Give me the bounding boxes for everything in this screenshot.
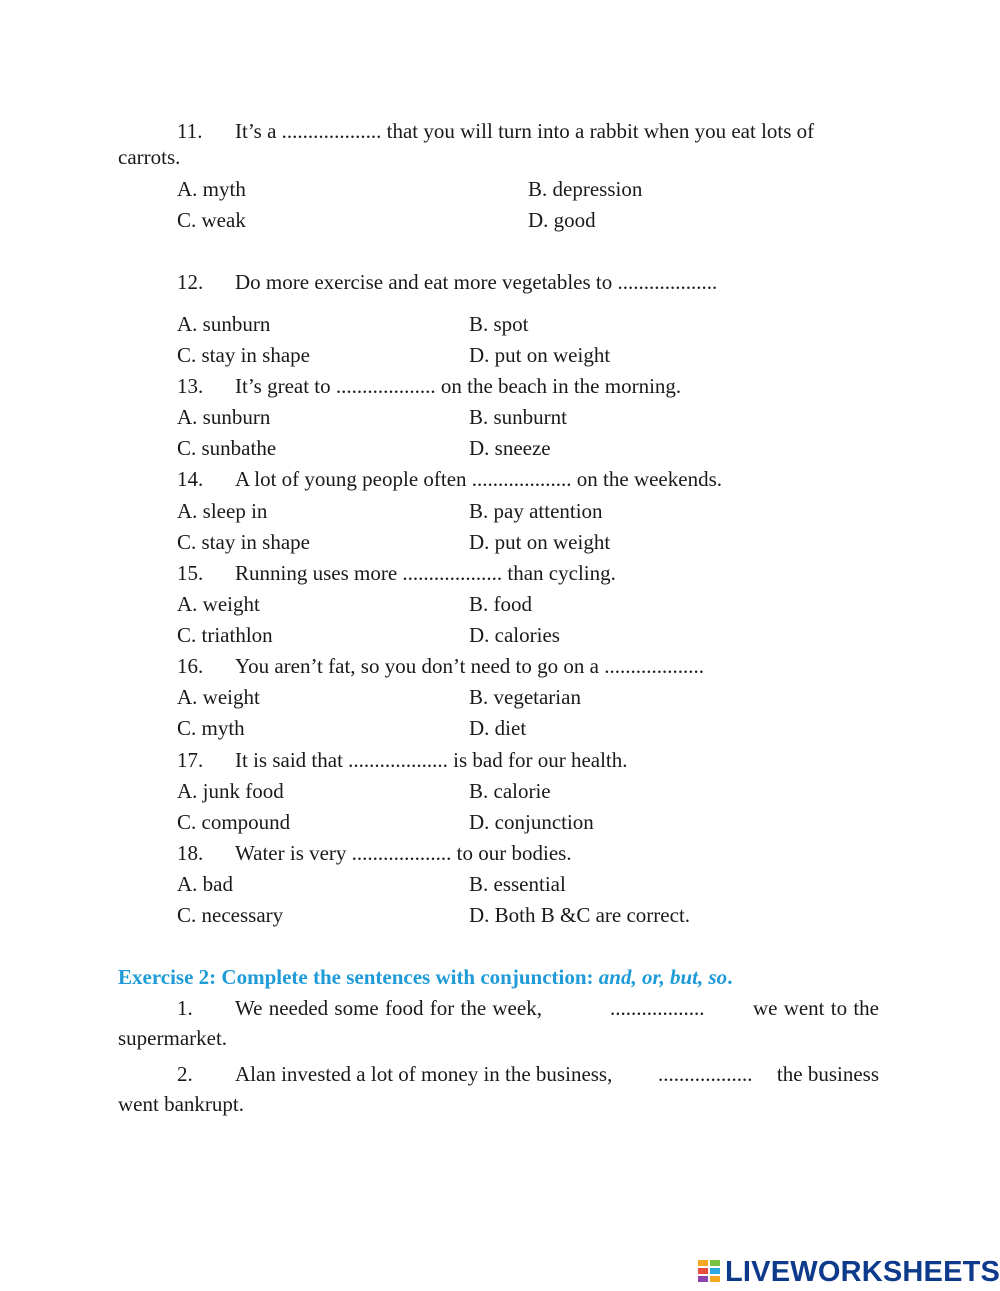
option-b: B. sunburnt: [469, 405, 568, 429]
option-b: B. spot: [469, 312, 529, 336]
option-d: D. Both B &C are correct.: [469, 903, 691, 927]
exercise-2-heading: [118, 967, 732, 988]
answer-blank[interactable]: ..................: [658, 1062, 753, 1086]
option-d: D. good: [528, 208, 596, 232]
liveworksheets-logo: [697, 1256, 1000, 1288]
option-d: D. put on weight: [469, 343, 611, 367]
option-a: A. sleep in: [177, 499, 268, 523]
question-number: 12.: [177, 270, 204, 294]
question-stem: Running uses more ................... than cycling.: [235, 561, 616, 585]
option-b: B. pay attention: [469, 499, 603, 523]
liveworksheets-icon: [697, 1258, 721, 1286]
option-a: A. bad: [177, 872, 233, 896]
heading-period: .: [727, 965, 733, 989]
question-number: 16.: [177, 654, 204, 678]
item-text-part1: Alan invested a lot of money in the business,: [235, 1062, 613, 1086]
question-number: 18.: [177, 841, 204, 865]
option-a: A. myth: [177, 177, 246, 201]
question-stem: A lot of young people often ................... on the weekends.: [235, 467, 722, 491]
option-d: D. conjunction: [469, 810, 594, 834]
brand-name: LIVEWORKSHEETS: [725, 1255, 1000, 1288]
option-b: B. calorie: [469, 779, 551, 803]
question-stem: You aren’t fat, so you don’t need to go on a ...................: [235, 654, 704, 678]
option-b: B. food: [469, 592, 532, 616]
question-number: 17.: [177, 748, 204, 772]
answer-blank[interactable]: ..................: [610, 996, 705, 1020]
option-c: C. necessary: [177, 903, 284, 927]
option-c: C. compound: [177, 810, 291, 834]
question-stem: It’s a ................... that you will turn into a rabbit when you eat lots of: [235, 119, 815, 143]
question-stem: It’s great to ................... on the beach in the morning.: [235, 374, 682, 398]
option-c: C. sunbathe: [177, 436, 277, 460]
question-stem: Water is very ................... to our bodies.: [235, 841, 572, 865]
question-number: 13.: [177, 374, 204, 398]
heading-text: Exercise 2: Complete the sentences with conjunction:: [118, 965, 599, 989]
item-number: 2.: [177, 1062, 193, 1086]
option-a: A. weight: [177, 592, 260, 616]
item-text-line2: supermarket.: [118, 1026, 228, 1050]
question-number: 11.: [177, 119, 203, 143]
item-number: 1.: [177, 996, 193, 1020]
option-a: A. weight: [177, 685, 260, 709]
option-b: B. depression: [528, 177, 643, 201]
option-d: D. sneeze: [469, 436, 551, 460]
option-b: B. essential: [469, 872, 566, 896]
option-c: C. triathlon: [177, 623, 273, 647]
item-text-part1: We needed some food for the week,: [235, 996, 542, 1020]
question-stem: It is said that ................... is bad for our health.: [235, 748, 628, 772]
option-d: D. diet: [469, 716, 527, 740]
option-a: A. junk food: [177, 779, 284, 803]
option-a: A. sunburn: [177, 405, 271, 429]
question-stem-continued: carrots.: [118, 145, 181, 169]
option-c: C. stay in shape: [177, 530, 310, 554]
item-text-part2: we went to the: [752, 996, 879, 1020]
question-stem: Do more exercise and eat more vegetables to ...................: [235, 270, 718, 294]
item-text-part2: the business: [776, 1062, 879, 1086]
option-c: C. weak: [177, 208, 246, 232]
option-a: A. sunburn: [177, 312, 271, 336]
question-number: 14.: [177, 467, 204, 491]
item-text-line2: went bankrupt.: [118, 1092, 244, 1116]
option-c: C. stay in shape: [177, 343, 310, 367]
question-number: 15.: [177, 561, 204, 585]
heading-conjunctions: and, or, but, so: [598, 965, 728, 989]
option-d: D. put on weight: [469, 530, 611, 554]
option-d: D. calories: [469, 623, 560, 647]
option-b: B. vegetarian: [469, 685, 581, 709]
option-c: C. myth: [177, 716, 245, 740]
